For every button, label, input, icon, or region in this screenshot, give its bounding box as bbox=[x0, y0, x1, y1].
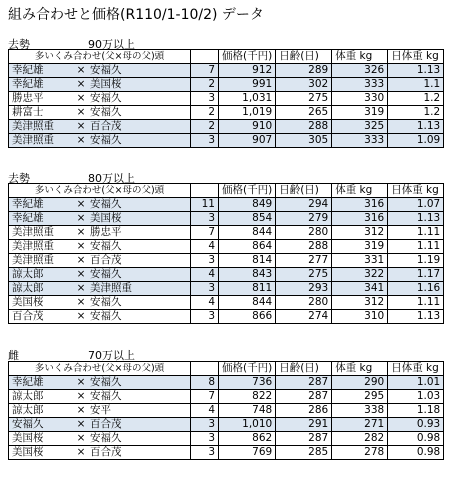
cross-symbol: × bbox=[76, 310, 86, 322]
dam-sire-name: 安平 bbox=[90, 404, 111, 416]
daily-gain-cell: 1.11 bbox=[388, 296, 444, 310]
age-cell: 279 bbox=[276, 212, 332, 226]
sire-name: 諒太郎 bbox=[12, 404, 44, 416]
table-row bbox=[9, 310, 444, 324]
age-cell: 305 bbox=[276, 134, 332, 148]
daily-gain-cell: 1.2 bbox=[388, 106, 444, 120]
daily-gain-cell: 1.13 bbox=[388, 64, 444, 78]
section-group: 雌 bbox=[8, 349, 19, 362]
weight-cell: 290 bbox=[332, 376, 388, 390]
price-cell: 844 bbox=[219, 296, 276, 310]
combination-cell bbox=[9, 296, 191, 310]
dam-sire-name: 安福久 bbox=[90, 432, 122, 444]
head-count: 3 bbox=[191, 446, 219, 460]
section-group: 去勢 bbox=[8, 38, 30, 51]
cross-symbol: × bbox=[76, 226, 86, 238]
head-count: 2 bbox=[191, 106, 219, 120]
sire-name: 諒太郎 bbox=[12, 268, 44, 280]
cross-symbol: × bbox=[76, 198, 86, 210]
head-count: 4 bbox=[191, 404, 219, 418]
table-row bbox=[9, 240, 444, 254]
sire-name: 耕富士 bbox=[12, 106, 44, 118]
cross-symbol: × bbox=[76, 432, 86, 444]
header-cell: 多いくみ合わせ(父×母の父)頭 bbox=[9, 50, 191, 64]
age-cell: 287 bbox=[276, 432, 332, 446]
age-cell: 287 bbox=[276, 390, 332, 404]
combination-cell bbox=[9, 120, 191, 134]
combination-cell bbox=[9, 198, 191, 212]
weight-cell: 333 bbox=[332, 134, 388, 148]
table-row bbox=[9, 120, 444, 134]
weight-cell: 316 bbox=[332, 212, 388, 226]
combination-cell bbox=[9, 404, 191, 418]
cross-symbol: × bbox=[76, 106, 86, 118]
weight-cell: 319 bbox=[332, 106, 388, 120]
combination-cell bbox=[9, 92, 191, 106]
cross-symbol: × bbox=[76, 240, 86, 252]
combination-cell bbox=[9, 418, 191, 432]
cross-symbol: × bbox=[76, 418, 86, 430]
daily-gain-cell: 1.13 bbox=[388, 212, 444, 226]
table-row bbox=[9, 134, 444, 148]
sire-name: 美国桜 bbox=[12, 446, 44, 458]
header-cell: 日齢(日) bbox=[276, 184, 332, 198]
sire-name: 諒太郎 bbox=[12, 390, 44, 402]
dam-sire-name: 安福久 bbox=[90, 310, 122, 322]
table-header-row bbox=[9, 362, 444, 376]
daily-gain-cell: 1.09 bbox=[388, 134, 444, 148]
daily-gain-cell: 1.13 bbox=[388, 120, 444, 134]
dam-sire-name: 安福久 bbox=[90, 268, 122, 280]
dam-sire-name: 勝忠平 bbox=[90, 226, 122, 238]
cross-symbol: × bbox=[76, 120, 86, 132]
daily-gain-cell: 0.98 bbox=[388, 446, 444, 460]
table-header-row bbox=[9, 184, 444, 198]
price-cell: 769 bbox=[219, 446, 276, 460]
combination-cell bbox=[9, 78, 191, 92]
daily-gain-cell: 1.13 bbox=[388, 310, 444, 324]
dam-sire-name: 安福久 bbox=[90, 64, 122, 76]
dam-sire-name: 安福久 bbox=[90, 134, 122, 146]
table-row bbox=[9, 418, 444, 432]
table-row bbox=[9, 390, 444, 404]
combination-cell bbox=[9, 432, 191, 446]
age-cell: 294 bbox=[276, 198, 332, 212]
table-row bbox=[9, 404, 444, 418]
age-cell: 302 bbox=[276, 78, 332, 92]
table-row bbox=[9, 268, 444, 282]
cross-symbol: × bbox=[76, 212, 86, 224]
price-cell: 811 bbox=[219, 282, 276, 296]
combination-cell bbox=[9, 376, 191, 390]
page-title: 組み合わせと価格(R110/1-10/2) データ bbox=[8, 7, 264, 23]
head-count: 2 bbox=[191, 120, 219, 134]
section-group: 去勢 bbox=[8, 172, 30, 185]
age-cell: 280 bbox=[276, 226, 332, 240]
age-cell: 288 bbox=[276, 240, 332, 254]
combination-cell bbox=[9, 212, 191, 226]
sire-name: 美津照重 bbox=[12, 240, 54, 252]
head-count: 8 bbox=[191, 376, 219, 390]
header-cell bbox=[191, 50, 219, 64]
dam-sire-name: 安福久 bbox=[90, 106, 122, 118]
header-cell: 多いくみ合わせ(父×母の父)頭 bbox=[9, 184, 191, 198]
price-cell: 862 bbox=[219, 432, 276, 446]
daily-gain-cell: 1.19 bbox=[388, 254, 444, 268]
combination-cell bbox=[9, 134, 191, 148]
table-row bbox=[9, 92, 444, 106]
dam-sire-name: 安福久 bbox=[90, 390, 122, 402]
weight-cell: 326 bbox=[332, 64, 388, 78]
table-row bbox=[9, 432, 444, 446]
table-row bbox=[9, 106, 444, 120]
table-row bbox=[9, 198, 444, 212]
dam-sire-name: 安福久 bbox=[90, 240, 122, 252]
age-cell: 274 bbox=[276, 310, 332, 324]
dam-sire-name: 百合茂 bbox=[90, 254, 122, 266]
weight-cell: 330 bbox=[332, 92, 388, 106]
sire-name: 幸紀雄 bbox=[12, 198, 44, 210]
sire-name: 諒太郎 bbox=[12, 282, 44, 294]
age-cell: 280 bbox=[276, 296, 332, 310]
price-cell: 849 bbox=[219, 198, 276, 212]
cross-symbol: × bbox=[76, 92, 86, 104]
age-cell: 286 bbox=[276, 404, 332, 418]
weight-cell: 319 bbox=[332, 240, 388, 254]
header-cell: 日体重 kg bbox=[388, 184, 444, 198]
dam-sire-name: 百合茂 bbox=[90, 446, 122, 458]
daily-gain-cell: 0.93 bbox=[388, 418, 444, 432]
header-cell: 日齢(日) bbox=[276, 362, 332, 376]
daily-gain-cell: 1.11 bbox=[388, 240, 444, 254]
combination-cell bbox=[9, 446, 191, 460]
header-cell: 体重 kg bbox=[332, 184, 388, 198]
head-count: 3 bbox=[191, 134, 219, 148]
age-cell: 277 bbox=[276, 254, 332, 268]
combination-cell bbox=[9, 254, 191, 268]
sire-name: 幸紀雄 bbox=[12, 212, 44, 224]
price-cell: 748 bbox=[219, 404, 276, 418]
price-cell: 844 bbox=[219, 226, 276, 240]
weight-cell: 331 bbox=[332, 254, 388, 268]
price-cell: 1,010 bbox=[219, 418, 276, 432]
sire-name: 美国桜 bbox=[12, 296, 44, 308]
daily-gain-cell: 1.17 bbox=[388, 268, 444, 282]
header-cell: 日体重 kg bbox=[388, 50, 444, 64]
price-cell: 912 bbox=[219, 64, 276, 78]
age-cell: 287 bbox=[276, 376, 332, 390]
dam-sire-name: 安福久 bbox=[90, 296, 122, 308]
weight-cell: 278 bbox=[332, 446, 388, 460]
head-count: 11 bbox=[191, 198, 219, 212]
price-cell: 864 bbox=[219, 240, 276, 254]
head-count: 2 bbox=[191, 78, 219, 92]
sire-name: 勝忠平 bbox=[12, 92, 44, 104]
table-row bbox=[9, 212, 444, 226]
dam-sire-name: 美国桜 bbox=[90, 78, 122, 90]
table-row bbox=[9, 282, 444, 296]
age-cell: 285 bbox=[276, 446, 332, 460]
table-row bbox=[9, 226, 444, 240]
cross-symbol: × bbox=[76, 282, 86, 294]
combination-cell bbox=[9, 64, 191, 78]
table-row bbox=[9, 296, 444, 310]
sire-name: 美国桜 bbox=[12, 432, 44, 444]
table-row bbox=[9, 446, 444, 460]
cross-symbol: × bbox=[76, 376, 86, 388]
price-cell: 822 bbox=[219, 390, 276, 404]
weight-cell: 310 bbox=[332, 310, 388, 324]
age-cell: 288 bbox=[276, 120, 332, 134]
section-threshold: 70万以上 bbox=[88, 349, 135, 362]
combination-cell bbox=[9, 106, 191, 120]
head-count: 4 bbox=[191, 296, 219, 310]
head-count: 3 bbox=[191, 432, 219, 446]
price-cell: 910 bbox=[219, 120, 276, 134]
price-cell: 854 bbox=[219, 212, 276, 226]
section-threshold: 80万以上 bbox=[88, 172, 135, 185]
dam-sire-name: 百合茂 bbox=[90, 418, 122, 430]
header-cell bbox=[191, 184, 219, 198]
price-cell: 814 bbox=[219, 254, 276, 268]
daily-gain-cell: 1.11 bbox=[388, 226, 444, 240]
price-cell: 1,019 bbox=[219, 106, 276, 120]
weight-cell: 271 bbox=[332, 418, 388, 432]
cross-symbol: × bbox=[76, 390, 86, 402]
price-cell: 991 bbox=[219, 78, 276, 92]
data-table bbox=[8, 183, 444, 324]
age-cell: 275 bbox=[276, 92, 332, 106]
weight-cell: 295 bbox=[332, 390, 388, 404]
dam-sire-name: 百合茂 bbox=[90, 120, 122, 132]
header-cell: 価格(千円) bbox=[219, 362, 276, 376]
weight-cell: 312 bbox=[332, 296, 388, 310]
cross-symbol: × bbox=[76, 64, 86, 76]
table-row bbox=[9, 78, 444, 92]
head-count: 3 bbox=[191, 212, 219, 226]
table-row bbox=[9, 254, 444, 268]
cross-symbol: × bbox=[76, 404, 86, 416]
cross-symbol: × bbox=[76, 268, 86, 280]
price-cell: 736 bbox=[219, 376, 276, 390]
age-cell: 275 bbox=[276, 268, 332, 282]
sire-name: 幸紀雄 bbox=[12, 64, 44, 76]
daily-gain-cell: 1.1 bbox=[388, 78, 444, 92]
sire-name: 美津照重 bbox=[12, 254, 54, 266]
header-cell: 多いくみ合わせ(父×母の父)頭 bbox=[9, 362, 191, 376]
head-count: 3 bbox=[191, 310, 219, 324]
cross-symbol: × bbox=[76, 446, 86, 458]
weight-cell: 341 bbox=[332, 282, 388, 296]
table-row bbox=[9, 376, 444, 390]
sire-name: 美津照重 bbox=[12, 120, 54, 132]
sire-name: 美津照重 bbox=[12, 134, 54, 146]
cross-symbol: × bbox=[76, 296, 86, 308]
weight-cell: 312 bbox=[332, 226, 388, 240]
head-count: 4 bbox=[191, 240, 219, 254]
weight-cell: 282 bbox=[332, 432, 388, 446]
combination-cell bbox=[9, 240, 191, 254]
head-count: 4 bbox=[191, 268, 219, 282]
header-cell: 日齢(日) bbox=[276, 50, 332, 64]
table-header-row bbox=[9, 50, 444, 64]
combination-cell bbox=[9, 226, 191, 240]
daily-gain-cell: 0.98 bbox=[388, 432, 444, 446]
sire-name: 百合茂 bbox=[12, 310, 44, 322]
header-cell: 価格(千円) bbox=[219, 50, 276, 64]
cross-symbol: × bbox=[76, 134, 86, 146]
header-cell: 日体重 kg bbox=[388, 362, 444, 376]
dam-sire-name: 安福久 bbox=[90, 376, 122, 388]
dam-sire-name: 美津照重 bbox=[90, 282, 132, 294]
dam-sire-name: 安福久 bbox=[90, 198, 122, 210]
weight-cell: 322 bbox=[332, 268, 388, 282]
daily-gain-cell: 1.18 bbox=[388, 404, 444, 418]
daily-gain-cell: 1.07 bbox=[388, 198, 444, 212]
daily-gain-cell: 1.16 bbox=[388, 282, 444, 296]
header-cell: 価格(千円) bbox=[219, 184, 276, 198]
price-cell: 843 bbox=[219, 268, 276, 282]
data-table bbox=[8, 361, 444, 460]
age-cell: 291 bbox=[276, 418, 332, 432]
sire-name: 安福久 bbox=[12, 418, 44, 430]
weight-cell: 333 bbox=[332, 78, 388, 92]
daily-gain-cell: 1.03 bbox=[388, 390, 444, 404]
age-cell: 293 bbox=[276, 282, 332, 296]
weight-cell: 325 bbox=[332, 120, 388, 134]
head-count: 3 bbox=[191, 418, 219, 432]
combination-cell bbox=[9, 282, 191, 296]
sire-name: 幸紀雄 bbox=[12, 376, 44, 388]
sire-name: 幸紀雄 bbox=[12, 78, 44, 90]
section-threshold: 90万以上 bbox=[88, 38, 135, 51]
price-cell: 866 bbox=[219, 310, 276, 324]
price-cell: 1,031 bbox=[219, 92, 276, 106]
combination-cell bbox=[9, 310, 191, 324]
weight-cell: 316 bbox=[332, 198, 388, 212]
price-cell: 907 bbox=[219, 134, 276, 148]
combination-cell bbox=[9, 268, 191, 282]
header-cell: 体重 kg bbox=[332, 50, 388, 64]
head-count: 3 bbox=[191, 92, 219, 106]
daily-gain-cell: 1.01 bbox=[388, 376, 444, 390]
header-cell: 体重 kg bbox=[332, 362, 388, 376]
head-count: 7 bbox=[191, 226, 219, 240]
age-cell: 265 bbox=[276, 106, 332, 120]
dam-sire-name: 美国桜 bbox=[90, 212, 122, 224]
head-count: 3 bbox=[191, 254, 219, 268]
cross-symbol: × bbox=[76, 78, 86, 90]
head-count: 7 bbox=[191, 390, 219, 404]
sire-name: 美津照重 bbox=[12, 226, 54, 238]
table-row bbox=[9, 64, 444, 78]
age-cell: 289 bbox=[276, 64, 332, 78]
head-count: 3 bbox=[191, 282, 219, 296]
head-count: 7 bbox=[191, 64, 219, 78]
weight-cell: 338 bbox=[332, 404, 388, 418]
dam-sire-name: 安福久 bbox=[90, 92, 122, 104]
cross-symbol: × bbox=[76, 254, 86, 266]
daily-gain-cell: 1.2 bbox=[388, 92, 444, 106]
header-cell bbox=[191, 362, 219, 376]
data-table bbox=[8, 49, 444, 148]
combination-cell bbox=[9, 390, 191, 404]
